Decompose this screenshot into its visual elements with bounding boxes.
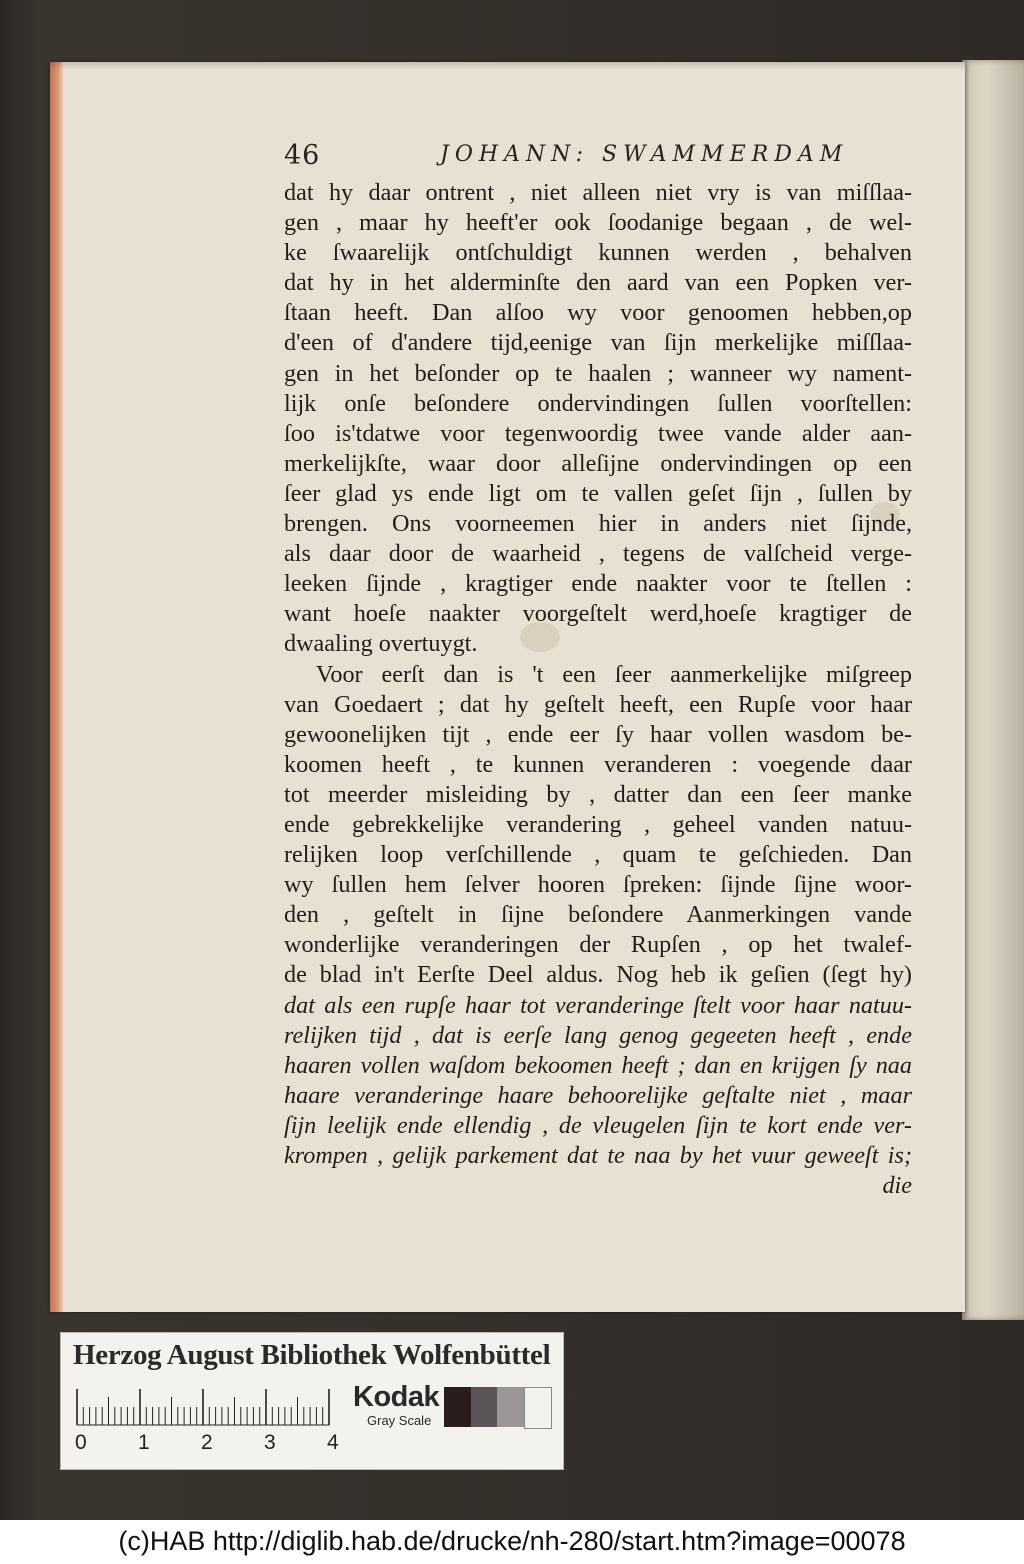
text-line: van Goedaert ; dat hy geſtelt heeft, een Rupſe voor haar (284, 690, 912, 718)
page-number: 46 (284, 140, 321, 171)
gray-scale-label: Gray Scale (367, 1413, 432, 1428)
text-line: Voor eerſt dan is 't een ſeer aanmerkelijke miſgreep (316, 660, 912, 688)
ruler-number: 4 (327, 1431, 339, 1454)
text-line: ende gebrekkelijke verandering , geheel vanden natuu- (284, 810, 912, 838)
gray-swatch (497, 1387, 524, 1427)
text-line: als daar door de waarheid , tegens de valſcheid verge- (284, 540, 912, 568)
text-line: relijken loop verſchillende , quam te geſchieden. Dan (284, 841, 912, 869)
gray-swatch (524, 1387, 553, 1429)
text-line: dwaaling overtuygt. (284, 630, 478, 658)
text-line: want hoeſe naakter voorgeſtelt werd,hoeſe kragtiger de (284, 600, 912, 628)
text-line: de blad in't Eerſte Deel aldus. Nog heb ik geſien (ſegt hy) (284, 961, 912, 989)
text-line: gewoonelijken tijt , ende eer ſy haar vollen wasdom be- (284, 720, 912, 748)
text-line: gen , maar hy heeft'er ook ſoodanige begaan , de wel- (284, 209, 912, 237)
ruler-number: 2 (201, 1431, 213, 1454)
text-line: ſijn leelijk ende ellendig , de vleugelen ſijn te kort ende ver- (284, 1111, 912, 1139)
footer-bar (0, 1520, 1024, 1564)
page-red-edge (50, 62, 64, 1312)
text-line: leeken ſijnde , kragtiger ende naakter voor te ſtellen : (284, 570, 912, 598)
gray-swatch (471, 1387, 498, 1427)
text-line: dat als een rupſe haar tot veranderinge ſtelt voor haar natuu- (284, 991, 912, 1019)
text-line: dat hy in het alderminſte den aard van een Popken ver- (284, 269, 912, 297)
color-calibration-card (60, 1332, 564, 1470)
text-line: die (882, 1172, 912, 1200)
text-line: tot meerder misleiding by , datter dan een ſeer manke (284, 780, 912, 808)
text-line: wonderlijke veranderingen der Rupſen , op het twalef- (284, 931, 912, 959)
text-line: haaren vollen waſdom bekoomen heeft ; dan en krijgen ſy naa (284, 1051, 912, 1079)
text-line: dat hy daar ontrent , niet alleen niet vry is van miſſlaa- (284, 179, 912, 206)
gray-swatch (444, 1387, 471, 1427)
page-top-shadow (50, 62, 965, 70)
page-header (284, 140, 914, 174)
text-line: merkelijkſte, waar door alleſijne ondervindingen op een (284, 449, 912, 477)
ruler-scale (75, 1387, 395, 1427)
running-head: JOHANN: SWAMMERDAM (440, 142, 849, 167)
text-line: krompen , gelijk parkement dat te naa by het vuur geweeſt is; (284, 1142, 912, 1169)
ruler-number: 3 (264, 1431, 276, 1454)
text-line: d'een of d'andere tijd,eenige van ſijn merkelijke miſſlaa- (284, 329, 912, 357)
ruler-number: 1 (138, 1431, 150, 1454)
facing-page-edge (962, 60, 1024, 1320)
text-line: gen in het beſonder op te haalen ; wanneer wy nament- (284, 359, 912, 387)
text-line: haare veranderinge haare behoorelijke geſtalte niet , maar (284, 1081, 912, 1109)
footer-credit-link[interactable]: (c)HAB http://diglib.hab.de/drucke/nh-280/start.htm?image=00078 (118, 1526, 906, 1556)
gray-swatches (444, 1387, 552, 1427)
text-line: relijken tijd , dat is eerſe lang genog gegeeten heeft , ende (284, 1021, 912, 1049)
library-name: Herzog August Bibliothek Wolfenbüttel (73, 1339, 551, 1371)
text-line: koomen heeft , te kunnen veranderen : voegende daar (284, 750, 912, 778)
text-line: ſoo is'tdatwe voor tegenwoordig twee vande alder aan- (284, 419, 912, 447)
ruler-number: 0 (75, 1431, 87, 1454)
text-line: lijk onſe beſondere ondervindingen ſullen voorſtellen: (284, 389, 912, 417)
text-line: wy ſullen hem ſelver hooren ſpreken: ſijnde ſijne woor- (284, 871, 912, 899)
ruler-numbers (69, 1431, 389, 1459)
text-line: ſtaan heeft. Dan alſoo wy voor genoomen hebben,op (284, 299, 912, 327)
text-line: ke ſwaarelijk ontſchuldigt kunnen werden , behalven (284, 239, 912, 267)
text-line: den , geſtelt in ſijne beſondere Aanmerkingen vande (284, 901, 912, 929)
kodak-brand: Kodak (353, 1381, 440, 1413)
text-line: brengen. Ons voorneemen hier in anders niet ſijnde, (284, 510, 912, 538)
text-line: ſeer glad ys ende ligt om te vallen geſet ſijn , ſullen by (284, 479, 912, 507)
page-text (284, 178, 912, 1201)
